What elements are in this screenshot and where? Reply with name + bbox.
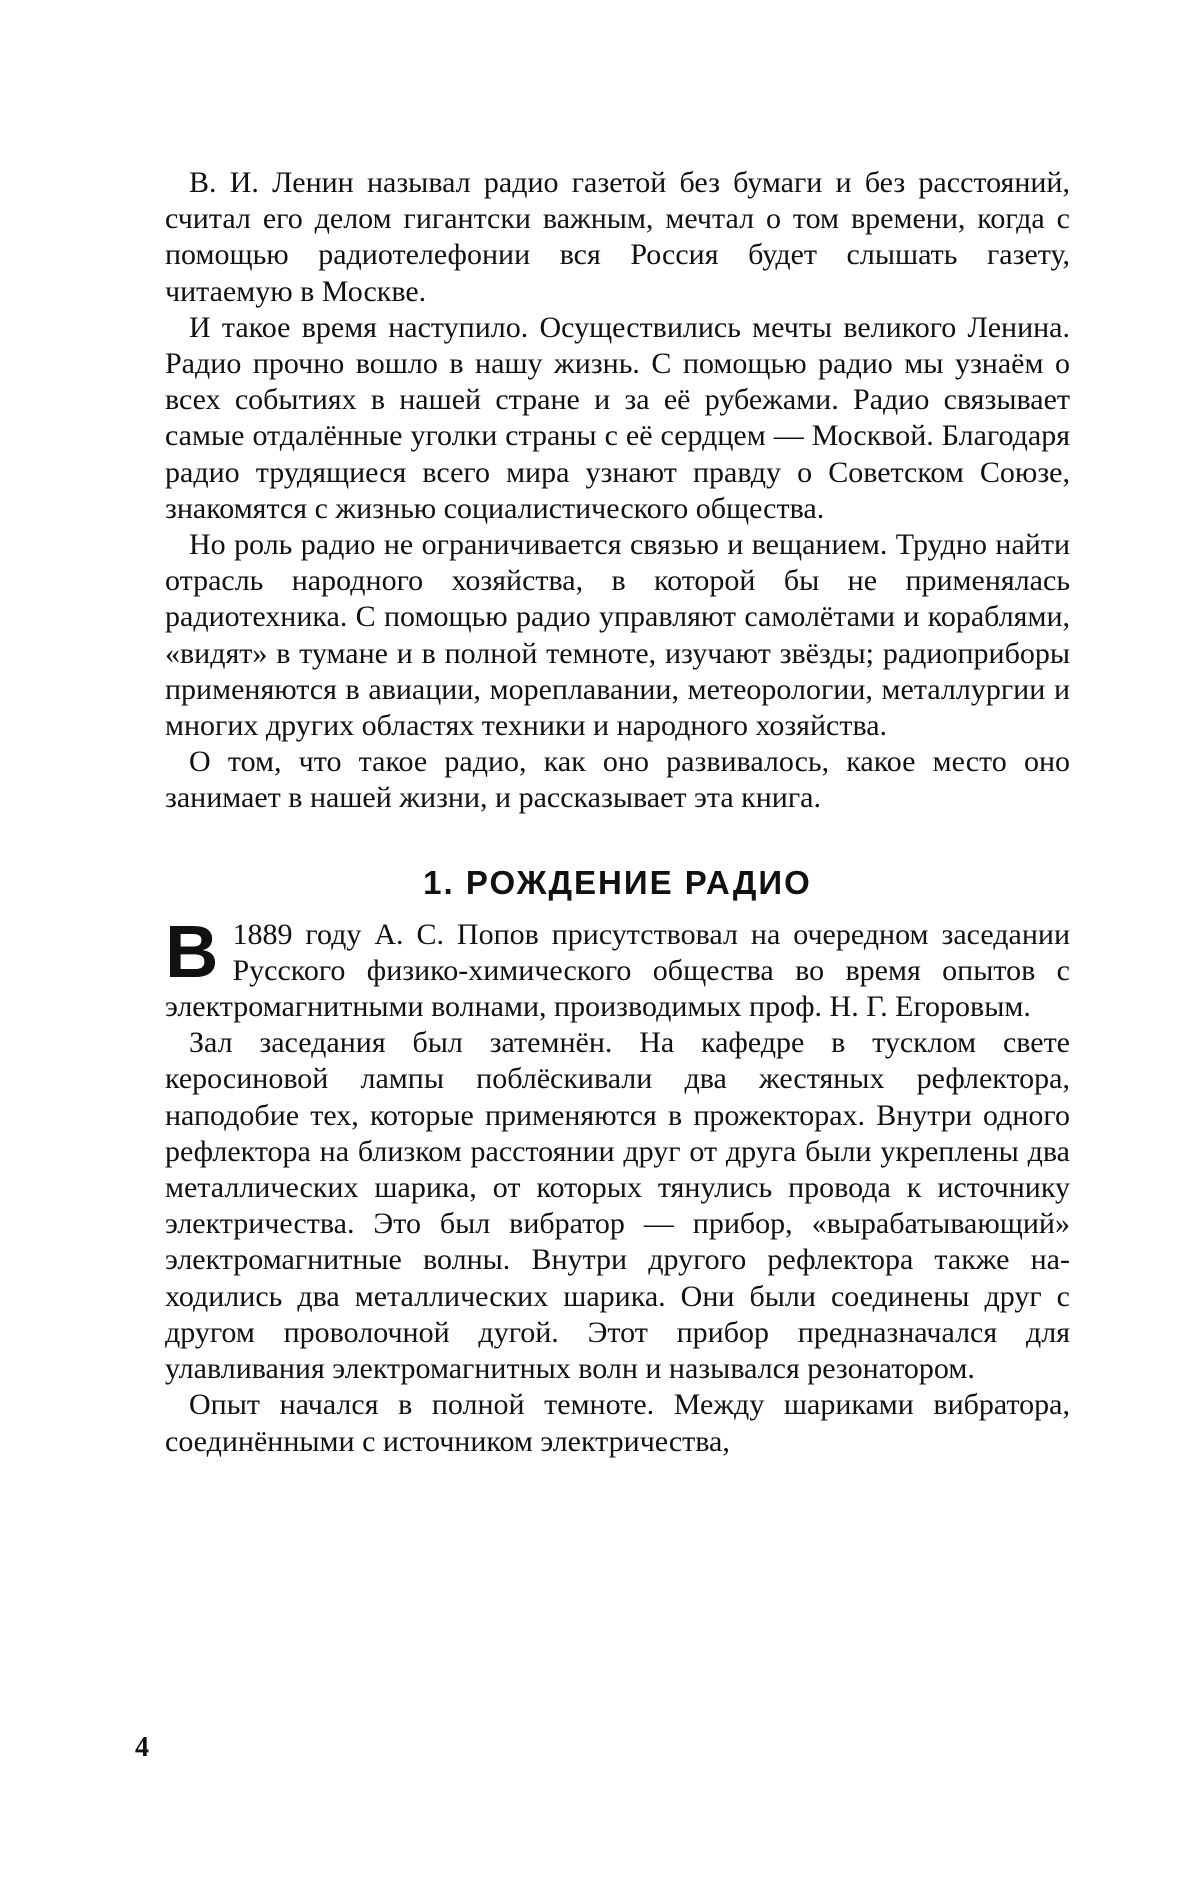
drop-cap: В: [165, 921, 218, 983]
page-number: 4: [135, 1732, 149, 1764]
page-body: [165, 165, 1070, 1460]
paragraph-hall-description: Зал заседания был затемнён. На кафедре в тусклом свете керосиновой лампы поблёскивали два жестяных реф­лектора, наподобие тех, которые применяются в прожек­торах. Внутри одного рефлектора на близком расстоянии друг от друга были укреплены два металлических шарика, от которых тянулись провода к источнику электричества. Это был вибратор — прибор, «вырабатывающий» электро­магнитные волны. Внутри другого рефлектора также на­ходились два металлических шарика. Они были соеди­нены друг с другом проволочной дугой. Этот прибор пред­назначался для улавливания электромагнитных волн и назывался резонатором.: [165, 1025, 1070, 1387]
paragraph-experiment-start: Опыт начался в полной темноте. Между шариками вибратора, соединёнными с источником электричества,: [165, 1387, 1070, 1459]
paragraph-book-intro: О том, что такое радио, как оно развивалось, какое место оно занимает в нашей жизни, и рассказывает эта книга.: [165, 744, 1070, 816]
paragraph-lenin-quote: В. И. Ленин называл радио газетой без бумаги и без расстояний, считал его делом гигантски важным, мечтал о том времени, когда с помощью радиотелефонии вся Россия будет слышать газету, читаемую в Москве.: [165, 165, 1070, 310]
paragraph-radio-in-life: И такое время наступило. Осуществились мечты великого Ленина. Радио прочно вошло в нашу жизнь. С по­мощью радио мы узнаём о всех событиях в нашей стране и за её рубежами. Радио связывает самые отдалённые уголки страны с её сердцем — Москвой. Благодаря радио трудящиеся всего мира узнают правду о Советском Союзе, знакомятся с жизнью социалистического общества.: [165, 310, 1070, 527]
paragraph-popov-text: 1889 году А. С. Попов присутствовал на очередном заседании Русского физико-химического общества во время опытов с электромагнитными волнами, произво­димых проф. Н. Г. Егоровым.: [165, 918, 1070, 1023]
paragraph-popov-1889: [165, 917, 1070, 1026]
section-title: 1. РОЖДЕНИЕ РАДИО: [165, 863, 1070, 903]
paragraph-radio-applications: Но роль радио не ограничивается связью и вещанием. Трудно найти отрасль народного хозяйства, в которой бы не применялась радиотехника. С помощью радио управ­ляют самолётами и кораблями, «видят» в тумане и в полной темноте, изучают звёзды; радиоприборы приме­няются в авиации, мореплавании, метеорологии, метал­лургии и многих других областях техники и народного хозяйства.: [165, 527, 1070, 744]
